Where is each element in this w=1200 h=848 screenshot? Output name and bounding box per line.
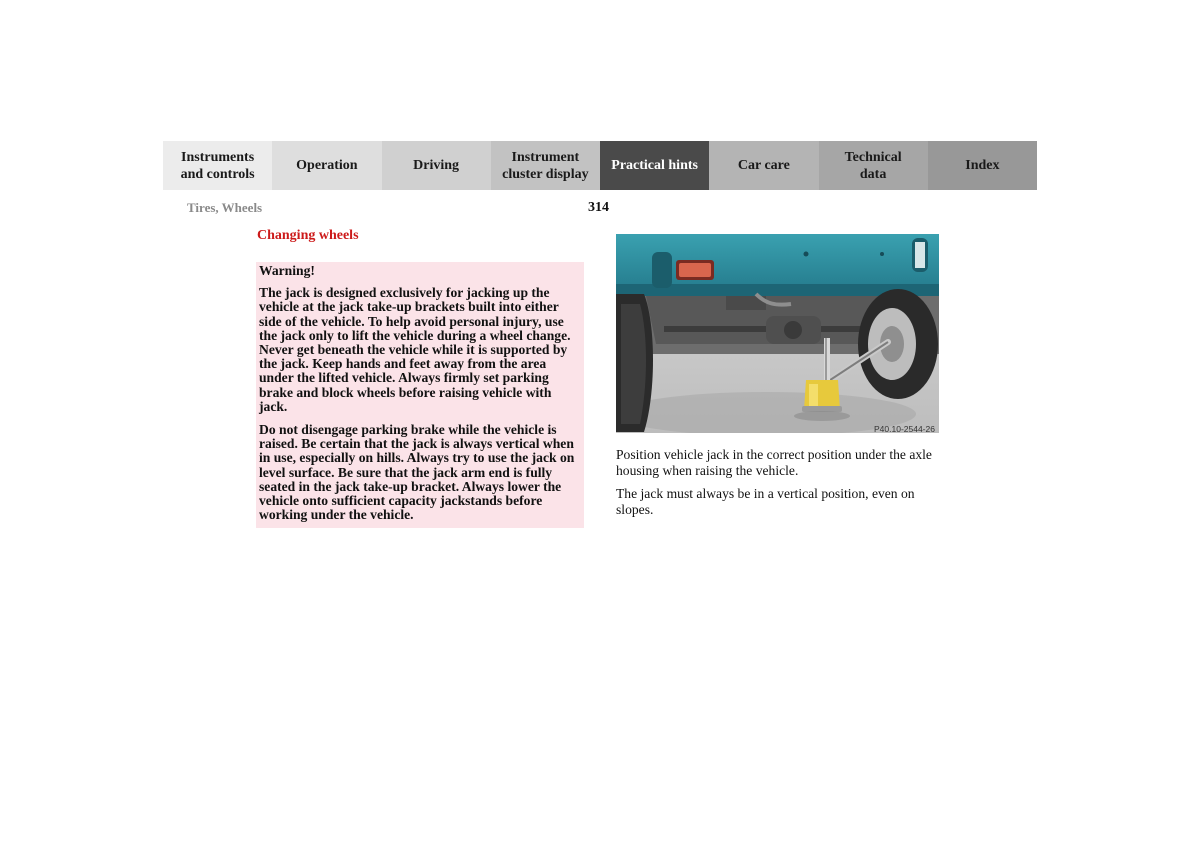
- tab-instrument-cluster-display[interactable]: Instrument cluster display: [491, 141, 600, 190]
- jack-illustration: [616, 234, 939, 433]
- chapter-nav: [163, 141, 1037, 190]
- instruction-paragraph: Position vehicle jack in the correct position under the axle housing when raising the vehicle.: [616, 447, 932, 478]
- warning-paragraph: The jack is designed exclusively for jacking up the vehicle at the jack take-up brackets built into either side of the vehicle. To help avoid personal injury, use the jack only to lift the vehicle during a wheel change. Never get beneath the vehicle while it is supported by the jack. Keep hands and feet away from the area under the lifted vehicle. Always firmly set parking brake and block wheels before raising vehicle with jack.: [259, 285, 571, 414]
- warning-paragraph: Do not disengage parking brake while the vehicle is raised. Be certain that the jack is always vertical when in use, especially on hills. Always try to use the jack on level surface. Be sure that the jack arm end is fully seated in the jack take-up bracket. Always lower the vehicle onto sufficient capacity jackstands before working under the vehicle.: [259, 422, 575, 523]
- tab-technical-data[interactable]: Technical data: [819, 141, 928, 190]
- figure-id: P40.10-2544-26: [874, 424, 935, 434]
- vehicle-jack-image: [616, 234, 939, 433]
- tab-instruments-and-controls[interactable]: Instruments and controls: [163, 141, 272, 190]
- instructions: [616, 447, 946, 525]
- tab-practical-hints[interactable]: Practical hints: [600, 141, 709, 190]
- page-heading: Changing wheels: [257, 228, 359, 243]
- warning-box: [256, 262, 584, 528]
- instruction-paragraph: The jack must always be in a vertical position, even on slopes.: [616, 486, 915, 517]
- warning-title: Warning!: [259, 263, 315, 278]
- tab-index[interactable]: Index: [928, 141, 1037, 190]
- page-number: 314: [588, 200, 609, 215]
- tab-operation[interactable]: Operation: [272, 141, 381, 190]
- tab-car-care[interactable]: Car care: [709, 141, 818, 190]
- tab-driving[interactable]: Driving: [382, 141, 491, 190]
- section-title: Tires, Wheels: [187, 200, 263, 215]
